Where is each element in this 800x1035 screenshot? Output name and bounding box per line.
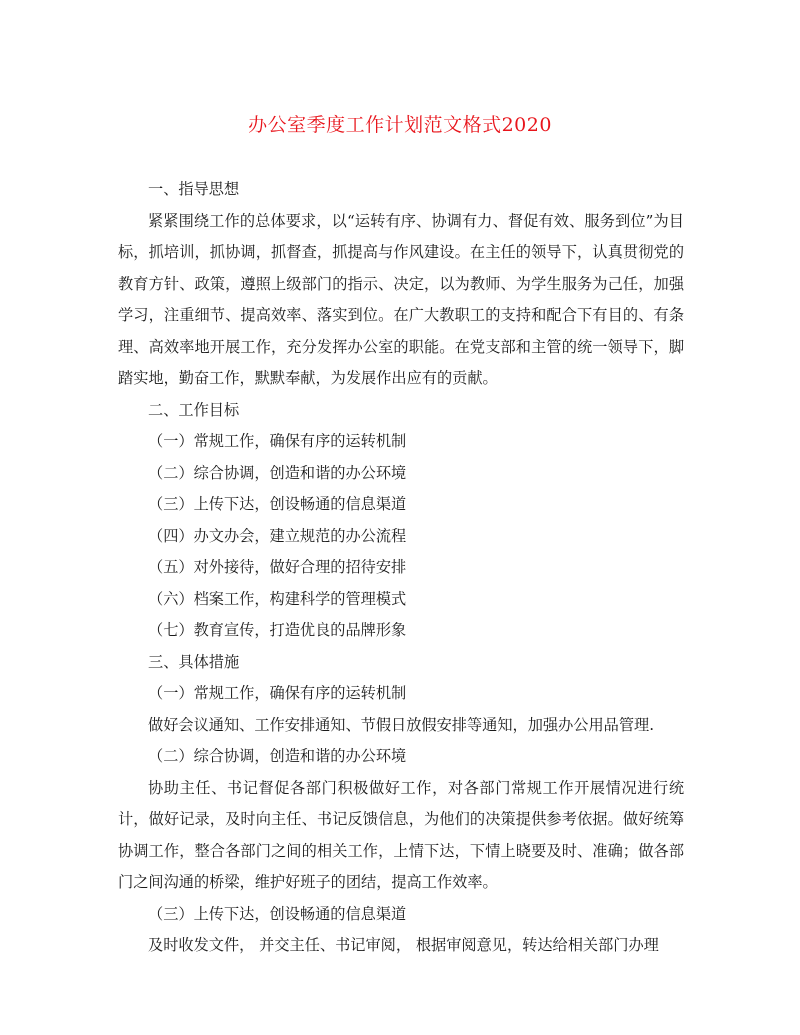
goal-item-4: （四）办文办会，建立规范的办公流程 (148, 526, 407, 545)
measure-text-2: 协助主任、书记督促各部门积极做好工作，对各部门常规工作开展情况进行统计，做好记录，及时向主任、书记反馈信息，为他们的决策提供参考依据。做好统筹协调工作，整合各部门之间的相关工作，上情下达，下情上晓要及时、准确；做各部门之间沟通的桥梁，维护好班子的团结，提高工作效率。 (118, 778, 684, 891)
goal-item-1: （一）常规工作，确保有序的运转机制 (148, 432, 407, 450)
goal-item-6: （六）档案工作，构建科学的管理模式 (148, 589, 407, 608)
section-heading-guiding-ideology: 一、指导思想 (148, 180, 240, 198)
goal-item-7: （七）教育宣传，打造优良的品牌形象 (148, 621, 407, 639)
measure-heading-3: （三）上传下达，创设畅通的信息渠道 (148, 904, 407, 923)
measure-heading-1: （一）常规工作，确保有序的运转机制 (148, 684, 407, 702)
section-heading-measures: 三、具体措施 (148, 652, 240, 671)
goal-item-2: （二）综合协调，创造和谐的办公环境 (148, 463, 407, 482)
paragraph-guiding-ideology: 紧紧围绕工作的总体要求，以“运转有序、协调有力、督促有效、服务到位”为目标，抓培训，抓协调，抓督查，抓提高与作风建设。在主任的领导下，认真贯彻党的教育方针、政策，遵照上级部门的指示、决定，以为教师、为学生服务为己任，加强学习，注重细节、提高效率、落实到位。在广大教职工的支持和配合下有目的、有条理、高效率地开展工作，充分发挥办公室的职能。在党支部和主管的统一领导下，脚踏实地，勤奋工作，默默奉献，为发展作出应有的贡献。 (118, 211, 684, 387)
goal-item-3: （三）上传下达，创设畅通的信息渠道 (148, 495, 407, 513)
document-title: 办公室季度工作计划范文格式2020 (248, 114, 552, 136)
measure-text-1: 做好会议通知、工作安排通知、节假日放假安排等通知，加强办公用品管理. (148, 715, 655, 734)
goal-item-5: （五）对外接待，做好合理的招待安排 (148, 558, 407, 576)
measure-text-3: 及时收发文件， 并交主任、书记审阅， 根据审阅意见，转达给相关部门办理 (148, 936, 659, 954)
section-heading-work-goals: 二、工作目标 (148, 400, 240, 419)
document-body (118, 174, 684, 962)
measure-heading-2: （二）综合协调，创造和谐的办公环境 (148, 747, 407, 765)
